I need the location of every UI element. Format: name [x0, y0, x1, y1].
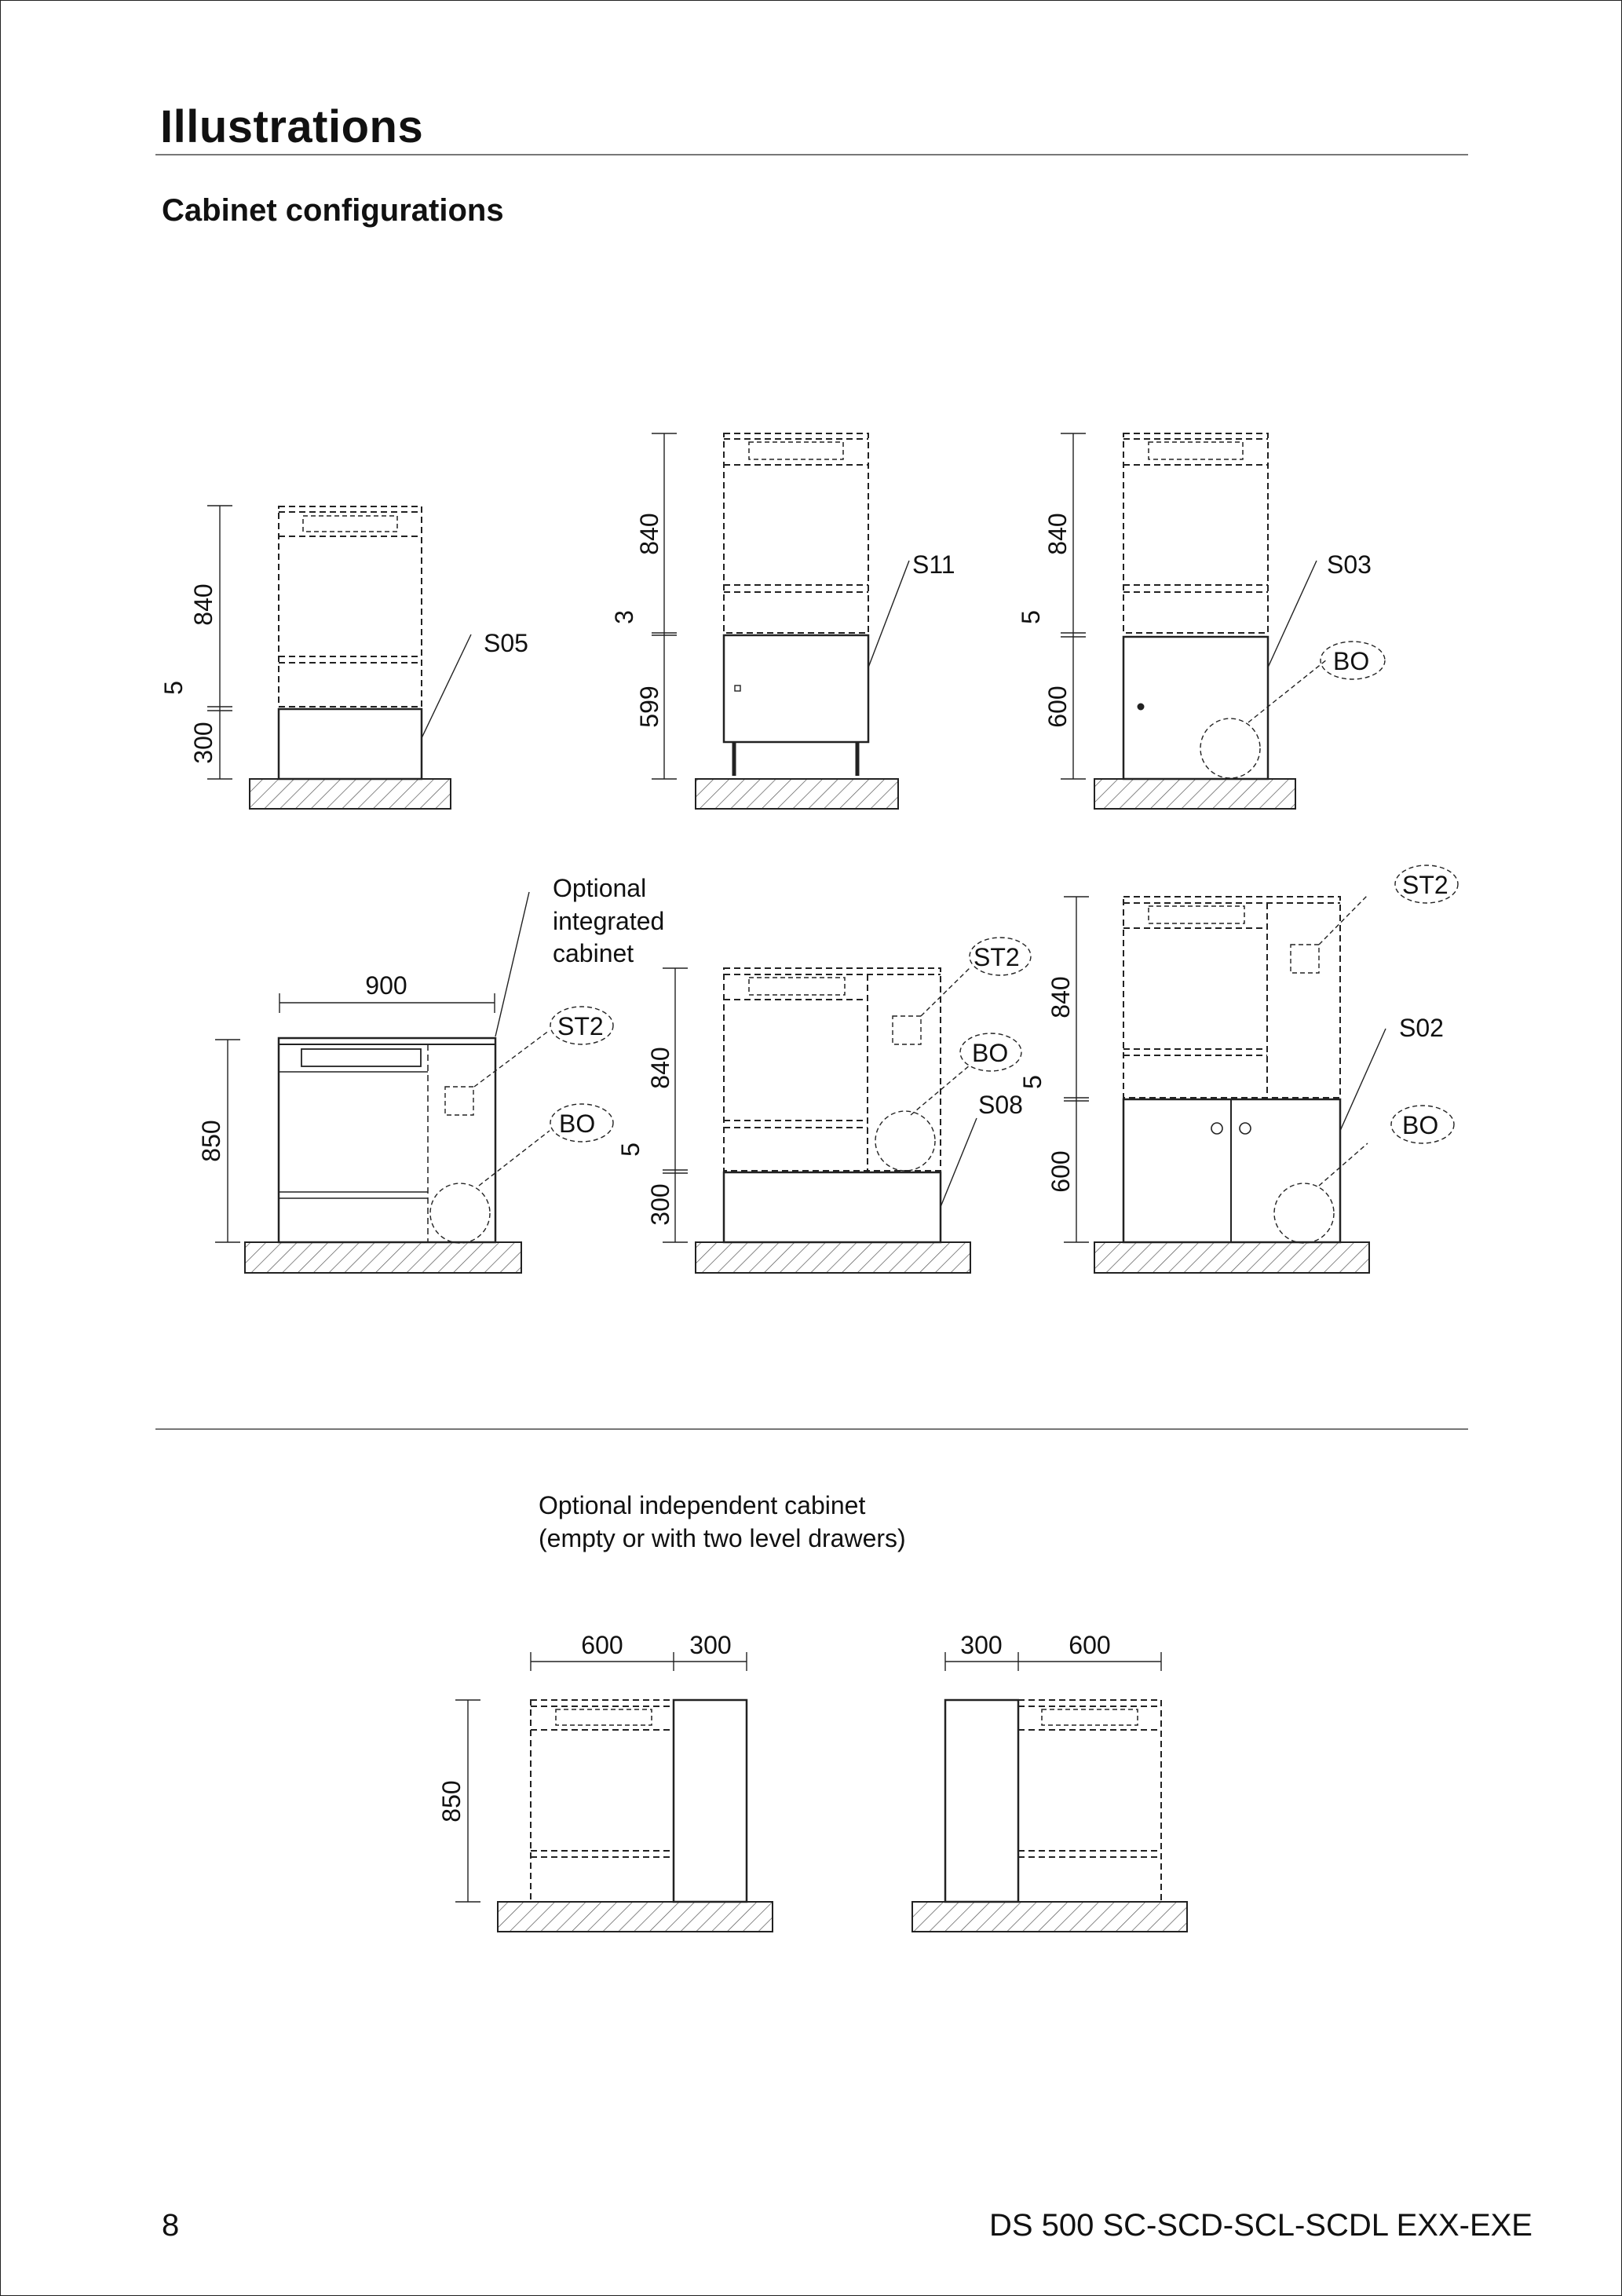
page-number: 8 [162, 2208, 180, 2243]
label-bo: BO [1402, 1111, 1439, 1139]
dim-840: 840 [189, 583, 217, 626]
label-optional-integrated-1: Optional [553, 874, 647, 902]
label-bo: BO [972, 1039, 1009, 1067]
dim-300: 300 [689, 1631, 732, 1659]
dim-840: 840 [1047, 976, 1075, 1018]
cabinet-base [724, 1172, 941, 1242]
document-footer: DS 500 SC-SCD-SCL-SCDL EXX-EXE [988, 2208, 1532, 2243]
label-s02: S02 [1399, 1014, 1444, 1042]
label-st2: ST2 [974, 943, 1020, 971]
dim-600: 600 [1047, 1150, 1075, 1193]
floor-hatch [245, 1242, 521, 1273]
dishwasher-outline [1123, 897, 1340, 1098]
drawing-independent-right [912, 1652, 1187, 1932]
dim-850: 850 [437, 1780, 466, 1823]
dim-600: 600 [581, 1631, 623, 1659]
drawing-s11 [652, 433, 909, 809]
label-optional-independent-1: Optional independent cabinet [539, 1491, 866, 1519]
label-optional-integrated-2: integrated [553, 907, 665, 935]
dishwasher-outline [1123, 433, 1268, 633]
dim-5: 5 [1018, 1075, 1047, 1089]
dim-5: 5 [1017, 610, 1045, 624]
dim-840: 840 [635, 513, 663, 555]
section-title: Cabinet configurations [162, 193, 504, 228]
label-bo: BO [559, 1110, 596, 1138]
label-optional-integrated-3: cabinet [553, 939, 634, 967]
label-s11: S11 [912, 550, 955, 579]
label-st2: ST2 [557, 1012, 604, 1040]
dim-300: 300 [960, 1631, 1003, 1659]
dishwasher-body [279, 1038, 495, 1242]
dim-5: 5 [159, 681, 188, 695]
page-title: Illustrations [160, 101, 424, 152]
side-cabinet [674, 1700, 747, 1902]
dim-599: 599 [635, 686, 663, 728]
dim-600: 600 [1069, 1631, 1111, 1659]
floor-hatch [696, 779, 898, 809]
label-s03: S03 [1327, 550, 1372, 579]
floor-hatch [912, 1902, 1187, 1932]
floor-hatch [498, 1902, 773, 1932]
drawing-s03 [1061, 433, 1385, 809]
dim-840: 840 [1043, 513, 1072, 555]
dim-900: 900 [365, 971, 407, 1000]
label-s08: S08 [978, 1091, 1023, 1119]
floor-hatch [696, 1242, 970, 1273]
drawing-s05 [207, 506, 471, 809]
dim-300: 300 [189, 722, 217, 764]
side-cabinet [945, 1700, 1018, 1902]
label-bo: BO [1333, 647, 1370, 675]
cabinet-base [724, 635, 868, 742]
floor-hatch [1094, 1242, 1369, 1273]
floor-hatch [1094, 779, 1295, 809]
dim-850: 850 [197, 1120, 225, 1162]
dishwasher-outline [724, 968, 941, 1171]
dim-600: 600 [1043, 686, 1072, 728]
cabinet-base [279, 709, 422, 779]
dim-3: 3 [610, 610, 638, 624]
dim-5: 5 [616, 1143, 645, 1157]
cabinet-base [1123, 637, 1268, 779]
dishwasher-outline [724, 433, 868, 633]
dim-300: 300 [646, 1183, 674, 1226]
floor-hatch [250, 779, 451, 809]
drawing-s02 [1064, 865, 1458, 1273]
dim-840: 840 [646, 1047, 674, 1089]
label-st2: ST2 [1402, 871, 1448, 899]
label-optional-independent-2: (empty or with two level drawers) [539, 1524, 906, 1552]
drawing-s08 [663, 938, 1031, 1273]
label-s05: S05 [484, 629, 528, 657]
drawing-independent-left [455, 1652, 773, 1932]
